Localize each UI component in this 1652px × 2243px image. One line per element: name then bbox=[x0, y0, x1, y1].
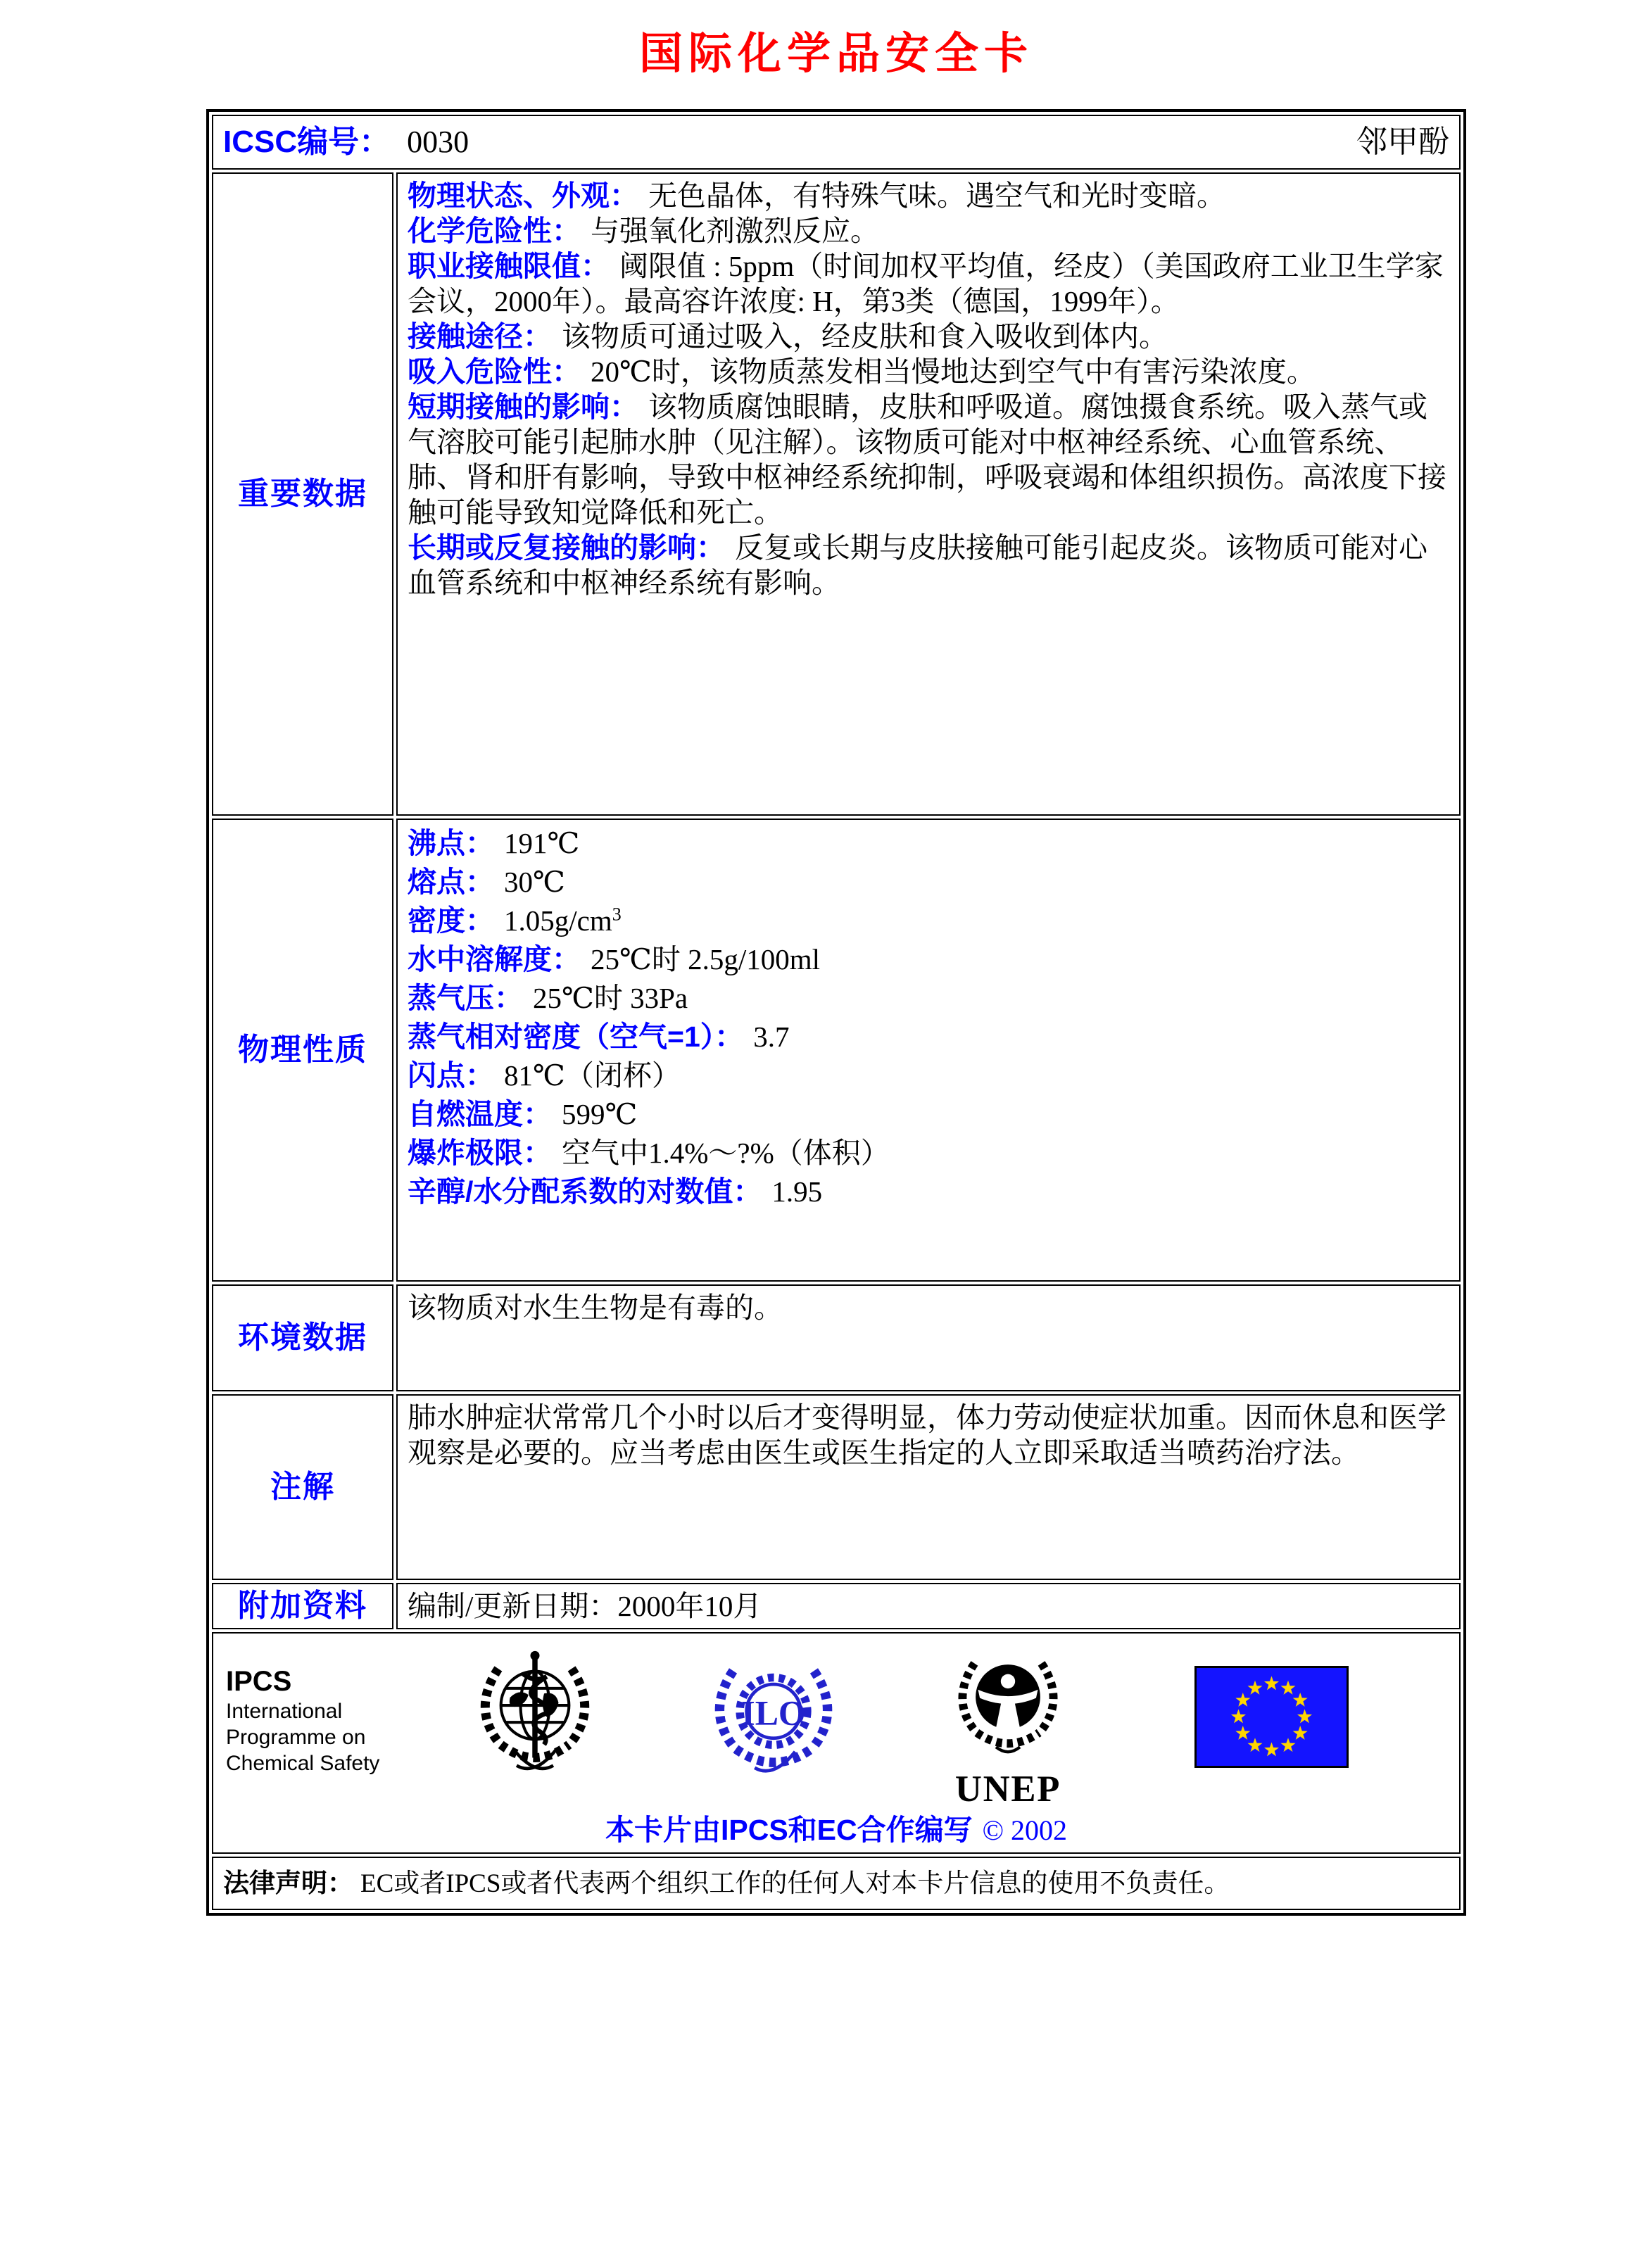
section-label-physical: 物理性质 bbox=[238, 1032, 367, 1067]
environmental-data-row bbox=[212, 1284, 1461, 1391]
important-item: 接触途径： 该物质可通过吸入，经皮肤和食入吸收到体内。 bbox=[408, 320, 1168, 353]
physical-properties-row bbox=[212, 819, 1461, 1282]
physical-item: 水中溶解度： 25℃时 2.5g/100ml bbox=[408, 943, 821, 975]
icsc-number-group bbox=[223, 125, 469, 160]
page-title: 国际化学品安全卡 bbox=[638, 30, 1033, 78]
update-date-value: 2000年10月 bbox=[617, 1590, 762, 1622]
physical-item: 爆炸极限： 空气中1.4%～?%（体积） bbox=[408, 1137, 890, 1169]
legal-row bbox=[212, 1857, 1461, 1910]
credit-text: 本卡片由IPCS和EC合作编写 bbox=[605, 1814, 973, 1846]
additional-info-content bbox=[396, 1583, 1461, 1629]
important-item: 吸入危险性： 20℃时，该物质蒸发相当慢地达到空气中有害污染浓度。 bbox=[408, 355, 1316, 388]
organization-logos bbox=[223, 1645, 1449, 1808]
environmental-data-content: 该物质对水生生物是有毒的。 bbox=[396, 1284, 1461, 1391]
physical-item: 辛醇/水分配系数的对数值： 1.95 bbox=[408, 1175, 823, 1208]
ipcs-text-block: IPCS International Programme on Chemical Safety bbox=[226, 1645, 402, 1776]
copyright-text: © 2002 bbox=[982, 1814, 1068, 1846]
important-item: 化学危险性： 与强氧化剂激烈反应。 bbox=[408, 215, 879, 247]
update-date-label: 编制/更新日期： bbox=[408, 1590, 618, 1622]
physical-item: 沸点： 191℃ bbox=[408, 827, 580, 859]
credit-line bbox=[223, 1812, 1449, 1848]
important-data-row bbox=[212, 172, 1461, 816]
physical-item: 自燃温度： 599℃ bbox=[408, 1098, 638, 1130]
ipcs-title: IPCS bbox=[226, 1666, 292, 1697]
unep-emblem-icon bbox=[948, 1649, 1068, 1808]
chemical-name: 邻甲酚 bbox=[1356, 125, 1449, 159]
section-label-important: 重要数据 bbox=[238, 476, 367, 511]
icsc-number-value: 0030 bbox=[407, 125, 469, 159]
who-emblem-icon bbox=[469, 1648, 600, 1783]
section-label-notes: 注解 bbox=[270, 1470, 335, 1504]
section-label-additional: 附加资料 bbox=[238, 1588, 367, 1623]
important-item: 长期或反复接触的影响： 反复或长期与皮肤接触可能引起皮炎。该物质可能对心血管系统和中枢神经系统有影响。 bbox=[408, 531, 1427, 599]
legal-notice-text: EC或者IPCS或者代表两个组织工作的任何人对本卡片信息的使用不负责任。 bbox=[360, 1869, 1230, 1898]
logos-row bbox=[212, 1632, 1461, 1854]
additional-info-row bbox=[212, 1583, 1461, 1629]
legal-notice-label: 法律声明： bbox=[223, 1868, 353, 1897]
physical-item: 蒸气压： 25℃时 33Pa bbox=[408, 982, 688, 1014]
physical-item: 密度： $1.05g/cm^3$ bbox=[408, 904, 622, 937]
important-item: 职业接触限值： 阈限值 : 5ppm（时间加权平均值，经皮）（美国政府工业卫生学家会议，2000年）。最高容许浓度: H，第3类（德国，1999年）。 bbox=[408, 250, 1444, 317]
notes-content: 肺水肿症状常常几个小时以后才变得明显，体力劳动使症状加重。因而休息和医学观察是必要的。应当考虑由医生或医生指定的人立即采取适当喷药治疗法。 bbox=[396, 1394, 1461, 1580]
eu-flag-icon bbox=[1194, 1666, 1349, 1768]
physical-item: 闪点： 81℃（闭杯） bbox=[408, 1059, 681, 1092]
important-item: 短期接触的影响： 该物质腐蚀眼睛，皮肤和呼吸道。腐蚀摄食系统。吸入蒸气或气溶胶可能引起肺水肿（见注解）。该物质可能对中枢神经系统、心血管系统、肺、肾和肝有影响，导致中枢神经系统抑制，呼吸衰竭和体组织损伤。高浓度下接触可能导致知觉降低和死亡。 bbox=[408, 391, 1446, 529]
physical-properties-content bbox=[396, 819, 1461, 1282]
physical-item: 蒸气相对密度（空气=1）： 3.7 bbox=[408, 1021, 790, 1053]
section-label-environment: 环境数据 bbox=[238, 1320, 367, 1355]
icsc-table bbox=[206, 109, 1466, 1916]
header-row bbox=[212, 115, 1461, 170]
important-item: 物理状态、外观： 无色晶体，有特殊气味。遇空气和光时变暗。 bbox=[408, 179, 1225, 212]
physical-item: 熔点： 30℃ bbox=[408, 866, 565, 898]
svg-text:ILO: ILO bbox=[741, 1693, 806, 1733]
notes-row bbox=[212, 1394, 1461, 1580]
unep-label: UNEP bbox=[954, 1768, 1061, 1808]
ilo-emblem-icon bbox=[706, 1655, 841, 1781]
icsc-number-label: ICSC编号： bbox=[223, 125, 391, 159]
important-data-content bbox=[396, 172, 1461, 816]
